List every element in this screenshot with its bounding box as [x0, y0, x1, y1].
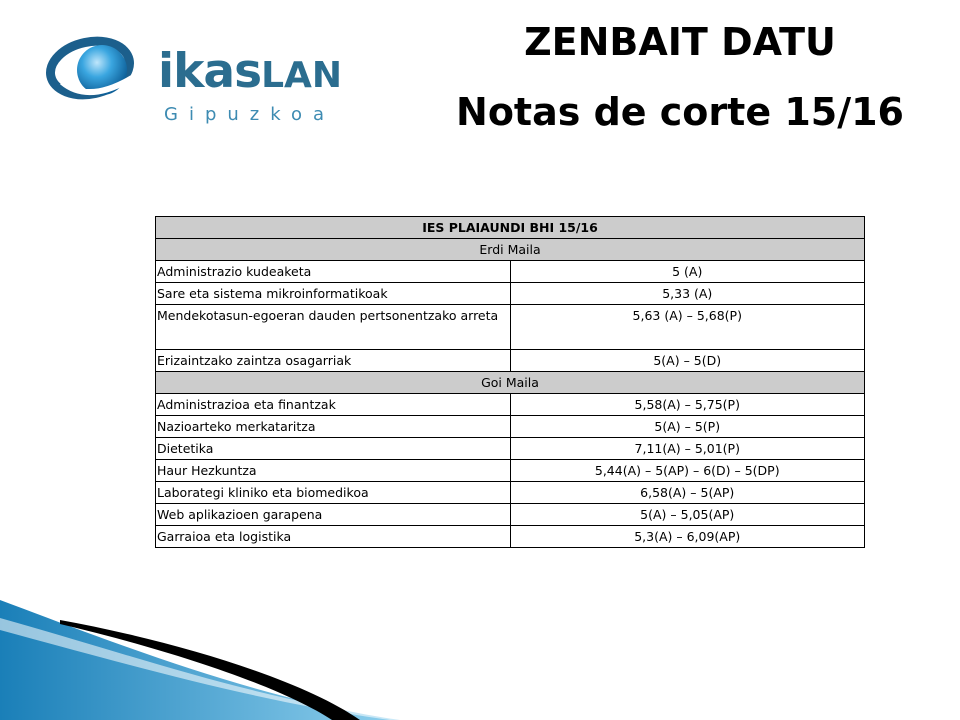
cutoff-value: 6,58(A) – 5(AP)	[510, 482, 865, 504]
section-row	[156, 372, 865, 394]
section-label: Erdi Maila	[156, 239, 865, 261]
program-name: Mendekotasun-egoeran dauden pertsonentzako arreta	[156, 305, 511, 350]
cutoff-value: 5(A) – 5,05(AP)	[510, 504, 865, 526]
table-row	[156, 526, 865, 548]
decorative-swoosh	[0, 560, 960, 720]
table-row	[156, 350, 865, 372]
table-row	[156, 438, 865, 460]
table-row	[156, 305, 865, 350]
program-name: Web aplikazioen garapena	[156, 504, 511, 526]
table-row	[156, 460, 865, 482]
program-name: Dietetika	[156, 438, 511, 460]
cutoff-value: 5,33 (A)	[510, 283, 865, 305]
program-name: Garraioa eta logistika	[156, 526, 511, 548]
program-name: Sare eta sistema mikroinformatikoak	[156, 283, 511, 305]
ikaslan-logo	[40, 30, 342, 140]
cutoff-value: 5,3(A) – 6,09(AP)	[510, 526, 865, 548]
cutoff-value: 5 (A)	[510, 261, 865, 283]
page-subtitle: Notas de corte 15/16	[456, 90, 904, 134]
cutoff-value: 5,63 (A) – 5,68(P)	[510, 305, 865, 350]
program-name: Haur Hezkuntza	[156, 460, 511, 482]
page-title: ZENBAIT DATU	[524, 20, 836, 64]
section-label: Goi Maila	[156, 372, 865, 394]
table-row	[156, 482, 865, 504]
table-row	[156, 261, 865, 283]
cutoff-value: 7,11(A) – 5,01(P)	[510, 438, 865, 460]
cutoff-value: 5(A) – 5(P)	[510, 416, 865, 438]
cutoff-value: 5,44(A) – 5(AP) – 6(D) – 5(DP)	[510, 460, 865, 482]
globe-icon	[40, 30, 160, 120]
table-row	[156, 394, 865, 416]
program-name: Administrazio kudeaketa	[156, 261, 511, 283]
table-row	[156, 283, 865, 305]
table-row	[156, 416, 865, 438]
table-row	[156, 504, 865, 526]
cutoff-table	[155, 216, 865, 548]
program-name: Laborategi kliniko eta biomedikoa	[156, 482, 511, 504]
cutoff-value: 5(A) – 5(D)	[510, 350, 865, 372]
logo-subtitle: Gipuzkoa	[164, 104, 336, 125]
table-header: IES PLAIAUNDI BHI 15/16	[156, 217, 865, 239]
table-header-row	[156, 217, 865, 239]
program-name: Erizaintzako zaintza osagarriak	[156, 350, 511, 372]
section-row	[156, 239, 865, 261]
program-name: Nazioarteko merkataritza	[156, 416, 511, 438]
program-name: Administrazioa eta finantzak	[156, 394, 511, 416]
cutoff-value: 5,58(A) – 5,75(P)	[510, 394, 865, 416]
logo-wordmark: ikasLAN	[158, 44, 342, 99]
